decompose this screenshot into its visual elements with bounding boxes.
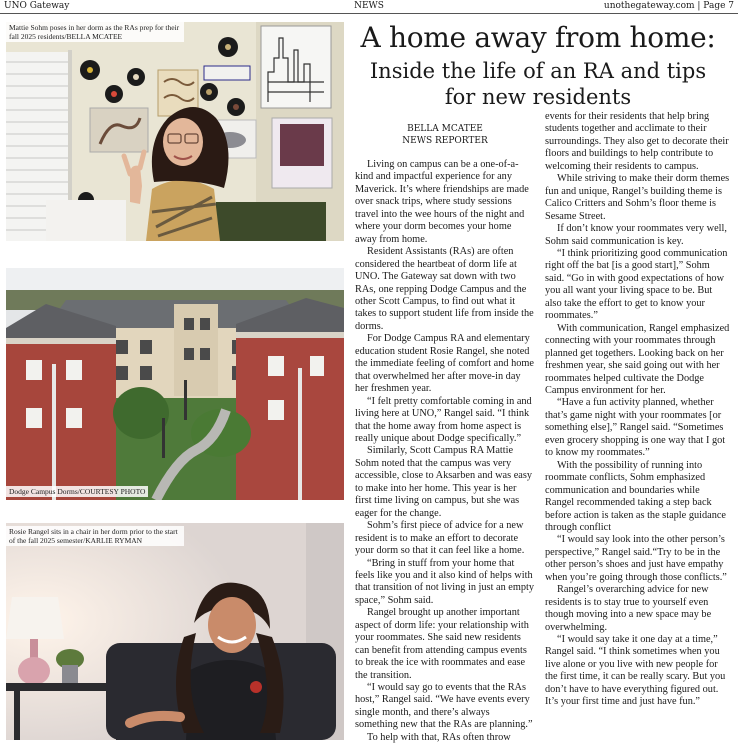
paragraph: Sohm’s first piece of advice for a new resident is to make an effort to decorate your dorm so that it can feel like a home. (355, 520, 525, 557)
paragraph: “I felt pretty comfortable coming in and living here at UNO,” Rangel said. “I think that the home away from home aspect is really unique about Dodge specifically.” (355, 395, 532, 444)
paragraph: “I would say look into the other person’s perspective,” Rangel said.“Try to be in the other person’s shoes and just have empathy when you’re going through those conflicts.” (545, 534, 727, 583)
dorm-room-illustration (6, 22, 344, 241)
byline-role: NEWS REPORTER (402, 136, 488, 146)
paragraph: With the possibility of running into roommate conflicts, Sohm emphasized communication and boundaries while Rangel recommended taking a step back before action is taken as the staple guidance through conflict (545, 459, 726, 533)
paragraph: For Dodge Campus RA and elementary education student Rosie Rangel, she noted the immediate feeling of comfort and home that overwhelmed her after move-in day her freshmen year. (355, 333, 534, 395)
photo-rosie-rangel (6, 523, 344, 740)
photo-caption: Dodge Campus Dorms/COURTESY PHOTO (6, 486, 148, 497)
photo-dodge-campus-dorms (6, 268, 344, 500)
paragraph: Resident Assistants (RAs) are often considered the heartbeat of dorm life at UNO. The Gateway sat down with two RAs, one repping Dodge Campus and the other Scott Campus, to find out what it takes to support student life from inside the dorms. (355, 246, 534, 332)
paragraph: Rangel brought up another important aspect of dorm life: your relationship with your roommates. She said new residents can benefit from attending campus events to break the ice with roommates and ease the transition. (355, 607, 529, 681)
paragraph: With communication, Rangel emphasized connecting with your roommates through planned get togethers. Looking back on her freshmen year, she said going out with her roommates helped cultivate the Dodge Campus environment for her. (545, 322, 730, 396)
photo-mattie-sohm (6, 22, 344, 241)
paragraph: If don’t know your roommates very well, Sohm said communication is key. (545, 223, 727, 247)
paragraph: “I would say go to events that the RAs host,” Rangel said. “We have events every single month, and there’s always something new that the RAs are planning.” (355, 682, 533, 731)
paragraph: “I would say take it one day at a time,” Rangel said. “I think sometimes when you live alone or you live with new people for the first time, it can be really scary. But you don’t have to have everything figured out. It’s your first time and just have fun.” (545, 634, 726, 708)
section-name: NEWS (354, 1, 384, 11)
paragraph: Similarly, Scott Campus RA Mattie Sohm noted that the campus was very accessible, close to Aksarben and was easy to make into her home. This year is her first time living on campus, but she was eager for the change. (355, 445, 532, 519)
paragraph: “I think prioritizing good communication right off the bat [is a good start],” Sohm said. “Go in with good expectations of how you all want your living space to be. But also take the effort to get to know your roommates.” (545, 247, 728, 322)
paragraph: “Have a fun activity planned, whether that’s game night with your roommates [or something else],” Rangel said. “Sometimes even grocery shopping is one way that I got to know my roommates.” (545, 397, 726, 459)
byline (355, 123, 535, 147)
paragraph: “Bring in stuff from your home that feels like you and it also kind of helps with that transition of not living in just an empty space,” Sohm said. (355, 557, 535, 606)
publication-name: UNO Gateway (4, 1, 70, 11)
site-and-page: unothegateway.com | Page 7 (603, 1, 734, 11)
photo-caption: Rosie Rangel sits in a chair in her dorm prior to the start of the fall 2025 semester/KARLIE RYMAN (6, 526, 184, 546)
headline-subtitle-line2: for new residents (444, 85, 632, 109)
dorm-buildings-illustration (6, 268, 344, 500)
headline-subtitle-line1: Inside the life of an RA and tips (369, 59, 707, 83)
paragraph: To help with that, RAs often throw (367, 731, 511, 743)
article-column-2 (545, 111, 730, 709)
running-header (0, 0, 738, 13)
paragraph: While striving to make their dorm themes fun and unique, Rangel’s building theme is Calico Critters and Sohm’s floor theme is Sesame Street. (545, 173, 730, 222)
dorm-chair-illustration (6, 523, 344, 740)
paragraph: Rangel’s overarching advice for new residents is to stay true to yourself even though moving into a new space may be overwhelming. (545, 584, 712, 633)
article-column-1 (355, 159, 535, 744)
photo-caption: Mattie Sohm poses in her dorm as the RAs prep for their fall 2025 residents/BELLA MCATEE (6, 22, 184, 42)
header-rule (0, 13, 738, 14)
headline-title: A home away from home: (360, 21, 716, 54)
headline-block (346, 22, 730, 110)
paragraph: events for their residents that help bring students together and acclimate to their surroundings. They also get to decorate their floors and buildings to help contribute to welcoming their residents to campus. (545, 111, 729, 172)
paragraph: Living on campus can be a one-of-a-kind and impactful experience for any Maverick. It’s where friendships are made over snack trips, where study sessions travel into the wee hours of the night and where your dorm becomes your home away from home. (355, 159, 529, 245)
byline-author: BELLA MCATEE (407, 124, 483, 134)
